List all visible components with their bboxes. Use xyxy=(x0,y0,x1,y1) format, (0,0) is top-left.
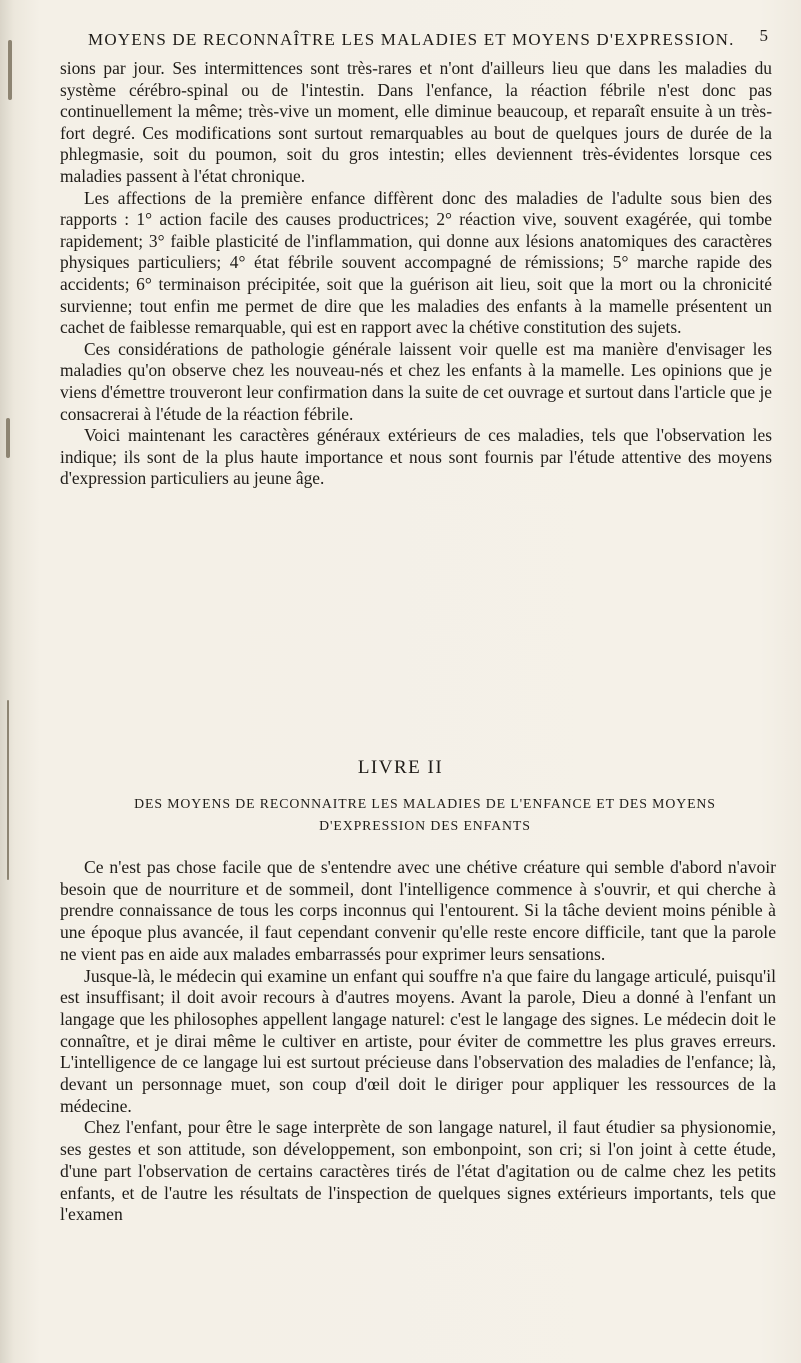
running-header xyxy=(88,26,768,50)
book-heading: LIVRE II xyxy=(357,757,444,778)
binding-shadow xyxy=(7,700,9,880)
paragraph: Voici maintenant les caractères généraux extérieurs de ces maladies, tels que l'observation les indique; ils sont de la plus haute importance et nous sont fournis par l'étude attentive des moyens d'expression particuliers au jeune âge. xyxy=(60,425,772,489)
binding-shadow xyxy=(6,418,10,458)
running-title: MOYENS DE RECONNAÎTRE LES MALADIES ET MOYENS D'EXPRESSION. xyxy=(88,30,735,49)
paragraph: Jusque-là, le médecin qui examine un enfant qui souffre n'a que faire du langage articulé, puisqu'il est insuffisant; il doit avoir recours à d'autres moyens. Avant la parole, Dieu a donné à l'enfant un langage que les philosophes appellent langage naturel: c'est le langage des signes. Le médecin doit le connaître, et je dirai même le cultiver en artiste, pour éviter de commettre les plus graves erreurs. L'intelligence de ce langage lui est surtout précieuse dans l'observation des maladies de l'enfance; là, devant un personnage muet, son coup d'œil doit le diriger pour appliquer les ressources de la médecine. xyxy=(60,965,776,1116)
main-text xyxy=(60,857,776,1226)
paragraph: Chez l'enfant, pour être le sage interprète de son langage naturel, il faut étudier sa physionomie, ses gestes et son attitude, son développement, son embonpoint, son cri; si l'on joint à cette étude, d'une part l'observation de certains caractères tirés de l'état d'agitation ou de calme chez les petits enfants, et de l'autre les résultats de l'inspection de quelques signes extérieurs importants, tels que l'examen xyxy=(60,1117,776,1225)
intro-text xyxy=(60,58,772,490)
paragraph: Ces considérations de pathologie générale laissent voir quelle est ma manière d'envisager les maladies qu'on observe chez les nouveau-nés et chez les enfants à la mamelle. Les opinions que je viens d'émettre trouveront leur confirmation dans la suite de cet ouvrage et surtout dans l'article que je consacrerai à l'étude de la réaction fébrile. xyxy=(60,338,772,424)
chapter-title xyxy=(80,793,770,837)
chapter-title-line: DES MOYENS DE RECONNAITRE LES MALADIES DE L'ENFANCE ET DES MOYENS xyxy=(134,796,716,811)
paragraph: sions par jour. Ses intermittences sont très-rares et n'ont d'ailleurs lieu que dans les maladies du système cérébro-spinal ou de l'intestin. Dans l'enfance, la réaction fébrile n'est donc pas continuellement la même; très-vive un moment, elle diminue beaucoup, et reparaît ensuite à un très-fort degré. Ces modifications sont surtout remarquables au bout de quelques jours de durée de la phlegmasie, soit du poumon, soit du gros intestin; elles deviennent très-évidentes lorsque ces maladies passent à l'état chronique. xyxy=(60,58,772,186)
page-number: 5 xyxy=(759,26,768,45)
paragraph: Ce n'est pas chose facile que de s'entendre avec une chétive créature qui semble d'abord n'avoir besoin que de nourriture et de sommeil, dont l'intelligence commence à s'ouvrir, et qui cherche à prendre connaissance de tous les corps inconnus qui l'entourent. Si la tâche devient moins pénible à une époque plus avancée, il faut cependant convenir qu'elle reste encore difficile, tant que la parole ne vient pas en aide aux malades embarrassés pour exprimer leurs sensations. xyxy=(60,857,776,964)
chapter-title-line: D'EXPRESSION DES ENFANTS xyxy=(319,818,531,833)
paragraph: Les affections de la première enfance diffèrent donc des maladies de l'adulte sous bien des rapports : 1° action facile des causes productrices; 2° réaction vive, souvent exagérée, qui tombe rapidement; 3° faible plasticité de l'inflammation, qui donne aux lésions anatomiques des caractères physiques particuliers; 4° état fébrile souvent accompagné de rémissions; 5° marche rapide des accidents; 6° terminaison précipitée, soit que la guérison ait lieu, soit que la mort ou la chronicité survienne; tout enfin me permet de dire que les maladies des enfants à la mamelle présentent un cachet de faiblesse remarquable, qui est en rapport avec la chétive constitution des sujets. xyxy=(60,187,772,338)
binding-shadow xyxy=(8,40,12,100)
